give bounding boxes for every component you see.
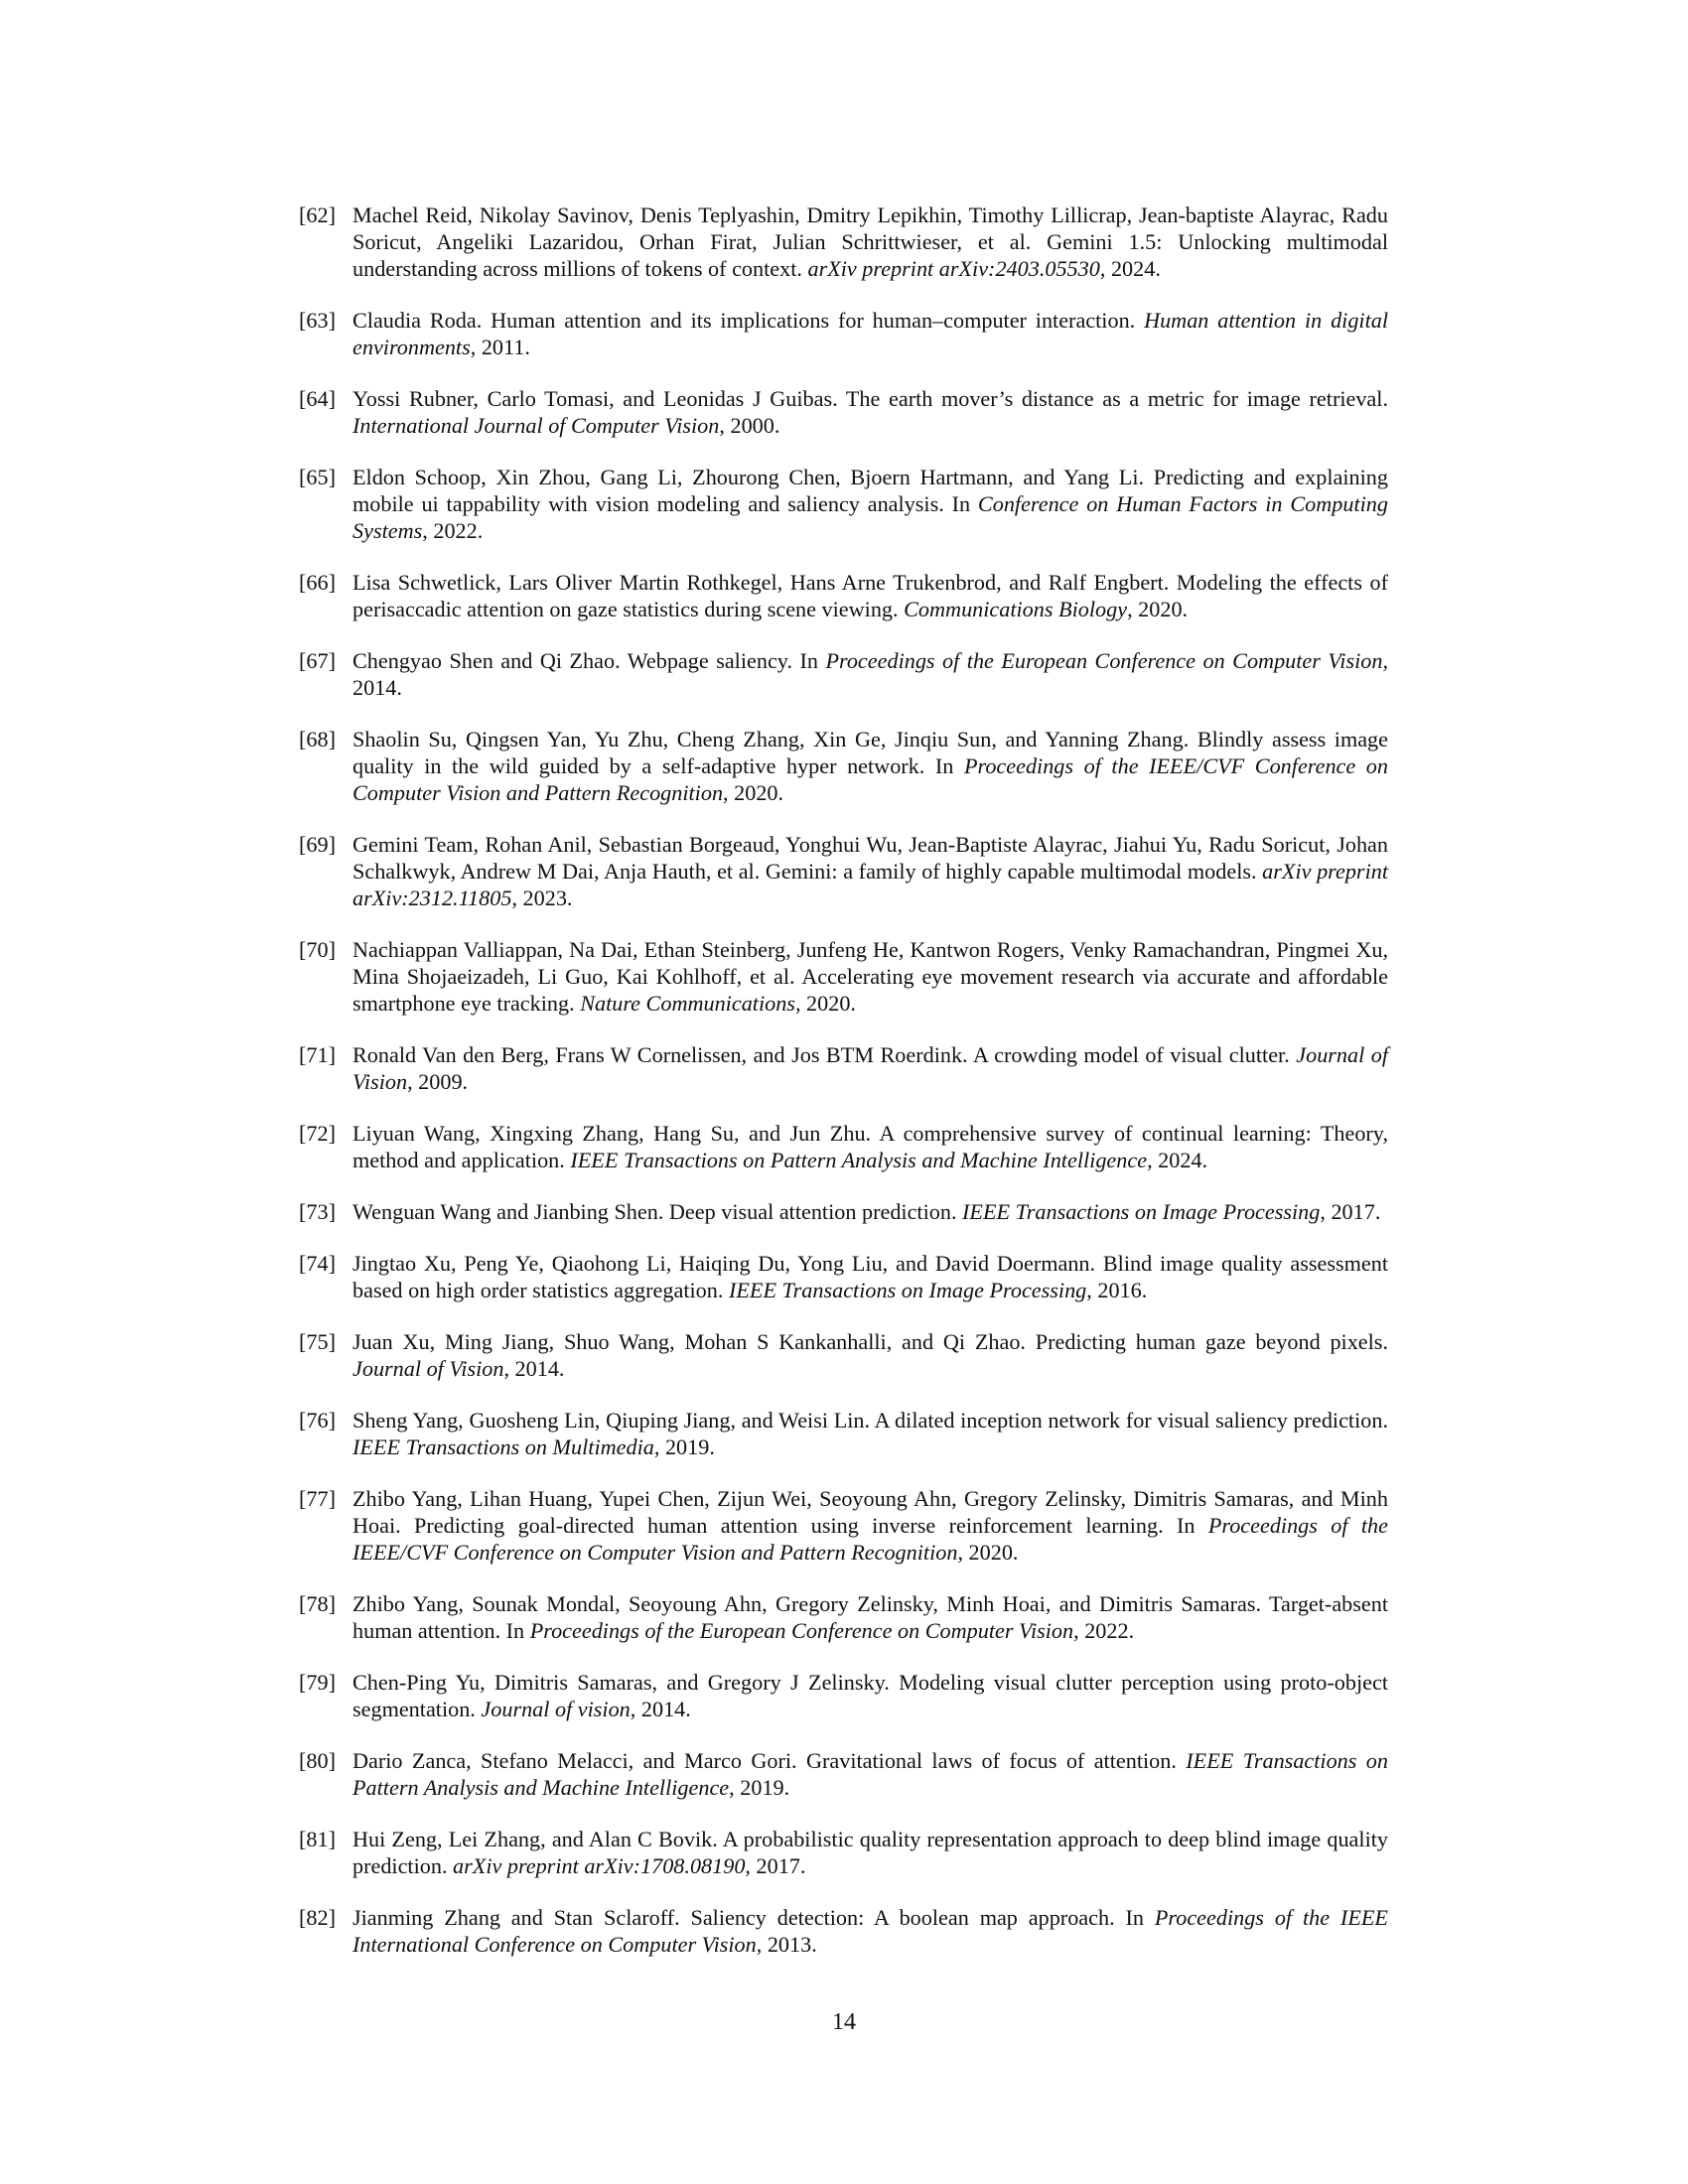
reference-authors-title: Liyuan Wang, Xingxing Zhang, Hang Su, and Jun Zhu. A comprehensive survey of continual learning: Theory, method and application. <box>352 1121 1388 1172</box>
reference-venue: Proceedings of the European Conference on Computer Vision <box>825 648 1383 673</box>
reference-number: [66] <box>299 570 336 595</box>
reference-text <box>352 1041 1388 1095</box>
reference-authors-title: Dario Zanca, Stefano Melacci, and Marco Gori. Gravitational laws of focus of attention. <box>352 1748 1187 1773</box>
reference-year: , 2014. <box>503 1356 565 1381</box>
reference-number: [63] <box>299 308 336 333</box>
reference-venue: arXiv preprint arXiv:1708.08190 <box>453 1853 746 1878</box>
reference-item <box>299 1120 1388 1173</box>
reference-venue: Proceedings of the IEEE International Conference on Computer Vision <box>352 1905 1388 1957</box>
reference-year: , 2024. <box>1147 1148 1208 1172</box>
reference-number: [72] <box>299 1121 336 1146</box>
reference-number: [70] <box>299 937 336 962</box>
reference-year: , 2020. <box>957 1540 1019 1565</box>
reference-number: [69] <box>299 832 336 857</box>
reference-venue: IEEE Transactions on Image Processing <box>962 1199 1321 1224</box>
reference-number: [76] <box>299 1408 336 1433</box>
reference-authors-title: Gemini Team, Rohan Anil, Sebastian Borgeaud, Yonghui Wu, Jean-Baptiste Alayrac, Jiahui Yu, Radu Soricut, Johan Schalkwyk, Andrew M Dai, Anja Hauth, et al. Gemini: a family of highly capable multimodal models. <box>352 832 1388 884</box>
reference-number: [77] <box>299 1486 336 1511</box>
reference-text <box>352 1747 1388 1801</box>
reference-authors-title: Ronald Van den Berg, Frans W Cornelissen, and Jos BTM Roerdink. A crowding model of visual clutter. <box>352 1042 1297 1067</box>
reference-text <box>352 385 1388 439</box>
reference-year: , 2000. <box>719 413 780 438</box>
reference-item <box>299 831 1388 911</box>
reference-authors-title: Yossi Rubner, Carlo Tomasi, and Leonidas J Guibas. The earth mover’s distance as a metric for image retrieval. <box>352 386 1388 411</box>
reference-year: , 2016. <box>1086 1278 1148 1302</box>
reference-text <box>352 1407 1388 1460</box>
reference-year: , 2022. <box>1073 1618 1135 1643</box>
reference-number: [81] <box>299 1827 336 1851</box>
reference-venue: International Journal of Computer Vision <box>352 413 720 438</box>
reference-venue: Proceedings of the European Conference on Computer Vision <box>529 1618 1074 1643</box>
reference-year: , 2009. <box>407 1069 469 1094</box>
reference-authors-title: Machel Reid, Nikolay Savinov, Denis Teplyashin, Dmitry Lepikhin, Timothy Lillicrap, Jean-baptiste Alayrac, Radu Soricut, Angeliki Lazaridou, Orhan Firat, Julian Schrittwieser, et al. Gemini 1.5: Unlocking multimodal understanding across millions of tokens of context. <box>352 203 1388 281</box>
reference-list <box>299 202 1388 1982</box>
page-number: 14 <box>832 2009 856 2035</box>
reference-item <box>299 726 1388 806</box>
reference-year: , 2023. <box>511 886 573 910</box>
reference-text <box>352 464 1388 544</box>
reference-item <box>299 202 1388 282</box>
reference-authors-title: Shaolin Su, Qingsen Yan, Yu Zhu, Cheng Zhang, Xin Ge, Jinqiu Sun, and Yanning Zhang. Blindly assess image quality in the wild guided by a self-adaptive hyper network. In <box>352 727 1388 778</box>
reference-authors-title: Eldon Schoop, Xin Zhou, Gang Li, Zhourong Chen, Bjoern Hartmann, and Yang Li. Predicting and explaining mobile ui tappability with vision modeling and saliency analysis. In <box>352 465 1388 516</box>
reference-venue: Human attention in digital environments <box>352 308 1389 359</box>
reference-item <box>299 936 1388 1017</box>
reference-authors-title: Jingtao Xu, Peng Ye, Qiaohong Li, Haiqing Du, Yong Liu, and David Doermann. Blind image quality assessment based on high order statistics aggregation. <box>352 1251 1388 1302</box>
reference-year: , 2017. <box>745 1853 806 1878</box>
reference-text <box>352 1198 1388 1225</box>
reference-year: , 2014. <box>352 648 1388 700</box>
reference-item <box>299 1826 1388 1879</box>
reference-item <box>299 1407 1388 1460</box>
reference-authors-title: Chen-Ping Yu, Dimitris Samaras, and Gregory J Zelinsky. Modeling visual clutter perception using proto-object segmentation. <box>352 1670 1388 1721</box>
reference-text <box>352 1250 1388 1303</box>
reference-authors-title: Sheng Yang, Guosheng Lin, Qiuping Jiang, and Weisi Lin. A dilated inception network for visual saliency prediction. <box>352 1408 1388 1433</box>
reference-venue: IEEE Transactions on Multimedia <box>352 1434 654 1459</box>
reference-number: [68] <box>299 727 336 751</box>
reference-number: [73] <box>299 1199 336 1224</box>
reference-venue: IEEE Transactions on Pattern Analysis and Machine Intelligence <box>570 1148 1148 1172</box>
reference-text <box>352 569 1388 622</box>
reference-authors-title: Hui Zeng, Lei Zhang, and Alan C Bovik. A probabilistic quality representation approach to deep blind image quality prediction. <box>352 1827 1388 1878</box>
reference-item <box>299 1198 1388 1225</box>
reference-authors-title: Chengyao Shen and Qi Zhao. Webpage saliency. In <box>352 648 826 673</box>
reference-text <box>352 1669 1388 1722</box>
reference-number: [74] <box>299 1251 336 1276</box>
reference-year: , 2013. <box>756 1932 817 1957</box>
reference-number: [79] <box>299 1670 336 1695</box>
reference-item <box>299 464 1388 544</box>
reference-year: , 2014. <box>630 1697 691 1721</box>
reference-text <box>352 1328 1388 1382</box>
reference-item <box>299 1250 1388 1303</box>
reference-year: , 2019. <box>653 1434 715 1459</box>
reference-item <box>299 385 1388 439</box>
reference-text <box>352 936 1388 1017</box>
reference-venue: Journal of Vision <box>352 1042 1389 1094</box>
reference-year: , 2024. <box>1099 256 1161 281</box>
reference-authors-title: Claudia Roda. Human attention and its implications for human–computer interaction. <box>352 308 1145 333</box>
reference-text <box>352 1590 1388 1644</box>
reference-authors-title: Nachiappan Valliappan, Na Dai, Ethan Steinberg, Junfeng He, Kantwon Rogers, Venky Ramachandran, Pingmei Xu, Mina Shojaeizadeh, Li Guo, Kai Kohlhoff, et al. Accelerating eye movement research via accurate and affordable smartphone eye tracking. <box>352 937 1388 1016</box>
reference-number: [62] <box>299 203 336 227</box>
reference-text <box>352 726 1388 806</box>
reference-item <box>299 1590 1388 1644</box>
reference-venue: Proceedings of the IEEE/CVF Conference on Computer Vision and Pattern Recognition <box>352 1513 1388 1565</box>
reference-venue: arXiv preprint arXiv:2403.05530 <box>807 256 1100 281</box>
reference-text <box>352 202 1388 282</box>
reference-item <box>299 1328 1388 1382</box>
reference-authors-title: Zhibo Yang, Lihan Huang, Yupei Chen, Zijun Wei, Seoyoung Ahn, Gregory Zelinsky, Dimitris Samaras, and Minh Hoai. Predicting goal-directed human attention using inverse reinforcement learning. In <box>352 1486 1388 1538</box>
reference-year: , 2022. <box>422 518 484 543</box>
reference-authors-title: Wenguan Wang and Jianbing Shen. Deep visual attention prediction. <box>352 1199 963 1224</box>
reference-authors-title: Juan Xu, Ming Jiang, Shuo Wang, Mohan S Kankanhalli, and Qi Zhao. Predicting human gaze beyond pixels. <box>352 1329 1388 1354</box>
reference-venue: arXiv preprint arXiv:2312.11805 <box>352 859 1388 910</box>
reference-year: , 2020. <box>1127 597 1189 621</box>
reference-item <box>299 1485 1388 1566</box>
reference-authors-title: Lisa Schwetlick, Lars Oliver Martin Rothkegel, Hans Arne Trukenbrod, and Ralf Engbert. Modeling the effects of perisaccadic attention on gaze statistics during scene viewing. <box>352 570 1388 621</box>
reference-venue: Nature Communications <box>580 991 795 1016</box>
reference-venue: Conference on Human Factors in Computing Systems <box>352 491 1388 543</box>
reference-number: [82] <box>299 1905 336 1930</box>
reference-year: , 2020. <box>723 780 784 805</box>
reference-item <box>299 1904 1388 1958</box>
reference-item <box>299 1747 1388 1801</box>
reference-item <box>299 647 1388 701</box>
reference-text <box>352 647 1388 701</box>
reference-item <box>299 569 1388 622</box>
reference-year: , 2011. <box>470 335 530 359</box>
reference-item <box>299 307 1388 360</box>
reference-year: , 2020. <box>794 991 856 1016</box>
reference-venue: Communications Biology <box>904 597 1128 621</box>
reference-venue: IEEE Transactions on Pattern Analysis and Machine Intelligence <box>352 1748 1388 1800</box>
reference-year: , 2017. <box>1320 1199 1381 1224</box>
reference-text <box>352 307 1388 360</box>
reference-venue: Proceedings of the IEEE/CVF Conference on Computer Vision and Pattern Recognition <box>352 753 1388 805</box>
reference-number: [64] <box>299 386 336 411</box>
reference-year: , 2019. <box>729 1775 790 1800</box>
reference-number: [67] <box>299 648 336 673</box>
reference-text <box>352 831 1388 911</box>
reference-authors-title: Zhibo Yang, Sounak Mondal, Seoyoung Ahn, Gregory Zelinsky, Minh Hoai, and Dimitris Samaras. Target-absent human attention. In <box>352 1591 1388 1643</box>
reference-text <box>352 1904 1388 1958</box>
reference-venue: Journal of vision <box>481 1697 631 1721</box>
reference-number: [80] <box>299 1748 336 1773</box>
reference-text <box>352 1485 1388 1566</box>
reference-number: [71] <box>299 1042 336 1067</box>
reference-item <box>299 1041 1388 1095</box>
reference-number: [78] <box>299 1591 336 1616</box>
reference-number: [75] <box>299 1329 336 1354</box>
reference-item <box>299 1669 1388 1722</box>
reference-text <box>352 1120 1388 1173</box>
reference-venue: Journal of Vision <box>352 1356 504 1381</box>
reference-authors-title: Jianming Zhang and Stan Sclaroff. Saliency detection: A boolean map approach. In <box>352 1905 1155 1930</box>
reference-venue: IEEE Transactions on Image Processing <box>728 1278 1087 1302</box>
reference-number: [65] <box>299 465 336 489</box>
reference-text <box>352 1826 1388 1879</box>
